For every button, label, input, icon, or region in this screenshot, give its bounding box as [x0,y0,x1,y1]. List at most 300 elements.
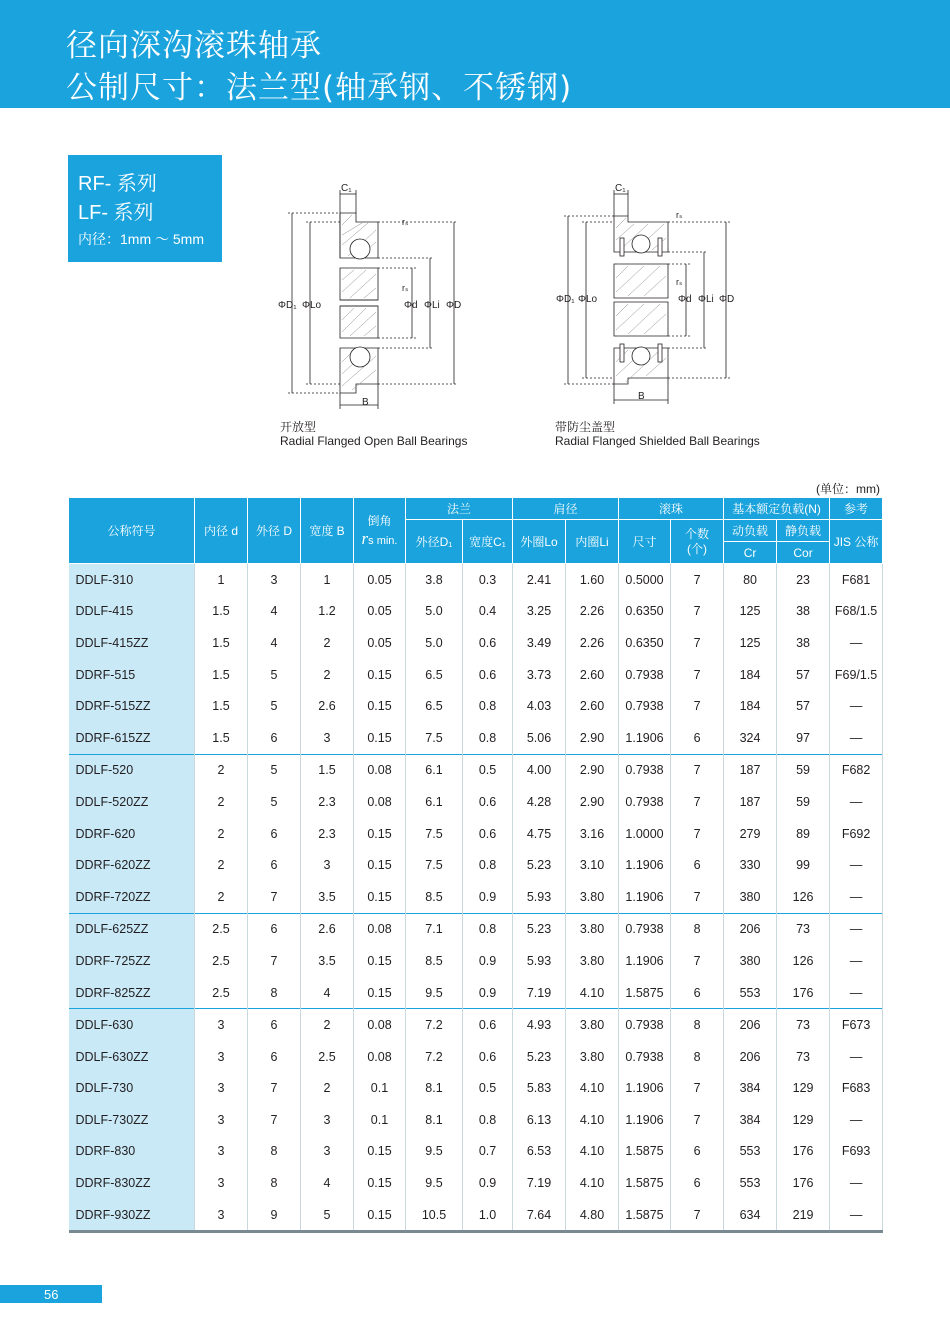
value-cell: 1.1906 [619,849,671,881]
value-cell: 0.5 [463,754,513,786]
open-bearing-drawing [278,180,478,415]
value-cell: 7.5 [406,849,463,881]
label-D: ΦD [719,294,735,305]
model-cell: DDLF-630 [69,1009,195,1041]
diagram-open-bearing [278,180,478,415]
value-cell: 10.5 [406,1199,463,1232]
value-cell: 634 [724,1199,777,1232]
label-rs-top: rₛ [402,217,409,227]
col-width-b: 宽度 B [301,498,354,564]
value-cell: 0.9 [463,1167,513,1199]
value-cell: 279 [724,818,777,850]
value-cell: 4.10 [566,1104,619,1136]
value-cell: 0.8 [463,1104,513,1136]
value-cell: 2.60 [566,690,619,722]
value-cell: 5 [248,754,301,786]
value-cell: — [830,1104,883,1136]
value-cell: 3 [301,722,354,754]
value-cell: 206 [724,913,777,945]
value-cell: 7 [671,1073,724,1105]
value-cell: 5 [248,690,301,722]
value-cell: 4.28 [513,786,566,818]
col-jis: JIS 公称 [830,520,883,564]
value-cell: 7 [671,881,724,913]
chamfer-r-symbol: r [361,529,369,548]
model-cell: DDRF-720ZZ [69,881,195,913]
value-cell: 0.15 [354,881,406,913]
col-flange-c1: 宽度C₁ [463,520,513,564]
value-cell: 3.80 [566,1009,619,1041]
value-cell: 3 [195,1167,248,1199]
model-cell: DDLF-520ZZ [69,786,195,818]
value-cell: 2 [195,786,248,818]
series-rf: RF- 系列 [78,173,157,195]
model-cell: DDRF-615ZZ [69,722,195,754]
value-cell: 5.23 [513,913,566,945]
value-cell: 553 [724,1136,777,1168]
value-cell: 7 [671,659,724,691]
label-rs-mid: rₛ [402,283,409,293]
table-row [69,659,883,691]
value-cell: 7 [671,945,724,977]
label-li: ΦLi [424,300,440,311]
value-cell: 7 [671,818,724,850]
value-cell: 129 [777,1073,830,1105]
value-cell: 99 [777,849,830,881]
value-cell: 6 [671,977,724,1009]
model-cell: DDLF-415 [69,596,195,628]
value-cell: 176 [777,977,830,1009]
value-cell: 6 [671,1167,724,1199]
model-cell: DDRF-930ZZ [69,1199,195,1232]
table-row [69,754,883,786]
table-row [69,1073,883,1105]
value-cell: 2.90 [566,754,619,786]
value-cell: 0.15 [354,1136,406,1168]
model-cell: DDLF-310 [69,564,195,596]
value-cell: 4.10 [566,1073,619,1105]
value-cell: 0.08 [354,754,406,786]
value-cell: 3.49 [513,627,566,659]
value-cell: 4.10 [566,977,619,1009]
model-cell: DDRF-830ZZ [69,1167,195,1199]
table-row [69,627,883,659]
value-cell: 330 [724,849,777,881]
value-cell: 7 [671,754,724,786]
value-cell: 384 [724,1073,777,1105]
value-cell: 0.1 [354,1073,406,1105]
value-cell: 8.5 [406,945,463,977]
value-cell: 8 [671,1009,724,1041]
model-cell: DDLF-625ZZ [69,913,195,945]
value-cell: F69/1.5 [830,659,883,691]
value-cell: 3 [248,564,301,596]
value-cell: 2.5 [195,945,248,977]
value-cell: 7 [671,1104,724,1136]
value-cell: 7 [248,881,301,913]
label-li: ΦLi [698,294,714,305]
value-cell: 1.1906 [619,1073,671,1105]
value-cell: 3.80 [566,945,619,977]
value-cell: 8 [671,913,724,945]
value-cell: 0.15 [354,818,406,850]
value-cell: 384 [724,1104,777,1136]
value-cell: 9 [248,1199,301,1232]
value-cell: 1.1906 [619,881,671,913]
value-cell: 0.7938 [619,786,671,818]
table-row [69,1167,883,1199]
value-cell: 3.80 [566,913,619,945]
col-outer-d: 外径 D [248,498,301,564]
value-cell: 59 [777,786,830,818]
series-bore-range: 内径：1mm ～ 5mm [78,231,204,247]
value-cell: 129 [777,1104,830,1136]
value-cell: 126 [777,945,830,977]
value-cell: 5.06 [513,722,566,754]
value-cell: — [830,690,883,722]
model-cell: DDLF-415ZZ [69,627,195,659]
value-cell: 0.15 [354,722,406,754]
value-cell: 0.1 [354,1104,406,1136]
table-row [69,818,883,850]
label-lo: ΦLo [578,294,598,305]
value-cell: 2 [195,881,248,913]
value-cell: 5.0 [406,596,463,628]
value-cell: 2.41 [513,564,566,596]
value-cell: 23 [777,564,830,596]
value-cell: 3.73 [513,659,566,691]
value-cell: 2 [301,1073,354,1105]
value-cell: 2 [301,659,354,691]
value-cell: 5 [301,1199,354,1232]
value-cell: 184 [724,690,777,722]
table-row [69,913,883,945]
value-cell: 0.8 [463,722,513,754]
value-cell: 2 [195,849,248,881]
model-cell: DDRF-830 [69,1136,195,1168]
label-rs-top: rₛ [676,210,683,220]
value-cell: 2.90 [566,786,619,818]
value-cell: 5.93 [513,881,566,913]
value-cell: 187 [724,786,777,818]
col-inner-d: 内径 d [195,498,248,564]
model-cell: DDLF-730 [69,1073,195,1105]
value-cell: 0.08 [354,1009,406,1041]
page-subtitle: 公制尺寸：法兰型(轴承钢、不锈钢) [66,70,573,106]
label-rs-mid: rₛ [676,277,683,287]
value-cell: 6 [671,722,724,754]
value-cell: 187 [724,754,777,786]
value-cell: 0.6 [463,1009,513,1041]
value-cell: 7.64 [513,1199,566,1232]
value-cell: 0.6 [463,786,513,818]
value-cell: 1.1906 [619,722,671,754]
value-cell: 4.03 [513,690,566,722]
value-cell: F692 [830,818,883,850]
value-cell: 4.80 [566,1199,619,1232]
value-cell: 324 [724,722,777,754]
value-cell: 1.0 [463,1199,513,1232]
value-cell: 2 [301,1009,354,1041]
value-cell: 6.13 [513,1104,566,1136]
value-cell: 0.9 [463,945,513,977]
table-body [69,564,883,1232]
value-cell: 57 [777,659,830,691]
col-cr: Cr [724,542,777,564]
col-ball: 滚珠 [619,498,724,520]
value-cell: 7 [671,1199,724,1232]
value-cell: 8.1 [406,1073,463,1105]
value-cell: F693 [830,1136,883,1168]
value-cell: 2.26 [566,627,619,659]
label-c1: C₁ [615,183,626,194]
value-cell: 3 [195,1199,248,1232]
value-cell: 8 [248,1136,301,1168]
col-model: 公称符号 [69,498,195,564]
table-row [69,690,883,722]
col-chamfer [354,498,406,564]
table-row [69,977,883,1009]
value-cell: — [830,722,883,754]
value-cell: 4.93 [513,1009,566,1041]
value-cell: 9.5 [406,977,463,1009]
value-cell: 6.5 [406,659,463,691]
value-cell: 0.05 [354,564,406,596]
value-cell: 0.6 [463,1041,513,1073]
value-cell: 1.5875 [619,1167,671,1199]
label-D: ΦD [446,300,462,311]
value-cell: 1.5 [301,754,354,786]
value-cell: 8 [248,977,301,1009]
value-cell: 3.8 [406,564,463,596]
label-d: Φd [404,300,418,311]
value-cell: 380 [724,945,777,977]
value-cell: 1.5875 [619,977,671,1009]
value-cell: 3 [195,1136,248,1168]
value-cell: 0.4 [463,596,513,628]
table-row [69,1104,883,1136]
value-cell: 0.6350 [619,596,671,628]
value-cell: 5 [248,659,301,691]
value-cell: 2.90 [566,722,619,754]
value-cell: 80 [724,564,777,596]
chamfer-min-label: s min. [368,535,398,547]
value-cell: 3 [195,1104,248,1136]
value-cell: 3 [301,1104,354,1136]
value-cell: 5.83 [513,1073,566,1105]
value-cell: 2.3 [301,786,354,818]
value-cell: 6 [248,1009,301,1041]
value-cell: — [830,881,883,913]
label-d1: ΦD₁ [278,300,297,311]
value-cell: 0.7938 [619,1041,671,1073]
value-cell: 553 [724,977,777,1009]
value-cell: 125 [724,627,777,659]
value-cell: 0.5000 [619,564,671,596]
model-cell: DDRF-620 [69,818,195,850]
model-cell: DDRF-515 [69,659,195,691]
table-row [69,596,883,628]
table-row [69,1041,883,1073]
label-b: B [362,397,369,408]
value-cell: 1.5 [195,659,248,691]
value-cell: — [830,1041,883,1073]
value-cell: 3 [195,1009,248,1041]
col-shoulder: 肩径 [513,498,619,520]
value-cell: 0.7 [463,1136,513,1168]
value-cell: 0.15 [354,977,406,1009]
value-cell: 6 [248,818,301,850]
value-cell: 1.1906 [619,945,671,977]
value-cell: 0.05 [354,596,406,628]
value-cell: F682 [830,754,883,786]
col-shoulder-li: 内圈Li [566,520,619,564]
value-cell: 4 [301,1167,354,1199]
value-cell: 7 [671,690,724,722]
table-row [69,722,883,754]
value-cell: 2 [195,818,248,850]
value-cell: 5 [248,786,301,818]
value-cell: 553 [724,1167,777,1199]
value-cell: 6 [248,849,301,881]
value-cell: 4.75 [513,818,566,850]
table-row [69,1199,883,1232]
model-cell: DDRF-620ZZ [69,849,195,881]
value-cell: 2.6 [301,690,354,722]
value-cell: 1.0000 [619,818,671,850]
chamfer-label: 倒角 [367,514,392,528]
value-cell: 3.10 [566,849,619,881]
value-cell: 380 [724,881,777,913]
value-cell: 4 [301,977,354,1009]
label-c1: C₁ [341,183,352,194]
value-cell: 97 [777,722,830,754]
value-cell: — [830,786,883,818]
table-row [69,564,883,596]
caption-open-en: Radial Flanged Open Ball Bearings [280,434,468,448]
value-cell: 9.5 [406,1167,463,1199]
value-cell: 176 [777,1167,830,1199]
value-cell: 0.15 [354,1167,406,1199]
value-cell: 184 [724,659,777,691]
value-cell: 7 [671,786,724,818]
value-cell: 0.9 [463,977,513,1009]
value-cell: 6 [248,722,301,754]
value-cell: 7 [671,627,724,659]
value-cell: F683 [830,1073,883,1105]
value-cell: 0.9 [463,881,513,913]
value-cell: 0.7938 [619,754,671,786]
unit-label: (单位：mm) [816,482,880,496]
value-cell: 8.5 [406,881,463,913]
value-cell: 2.6 [301,913,354,945]
value-cell: 38 [777,596,830,628]
value-cell: 2.5 [195,913,248,945]
value-cell: 0.8 [463,690,513,722]
value-cell: 0.15 [354,945,406,977]
value-cell: 73 [777,913,830,945]
value-cell: 7.5 [406,818,463,850]
value-cell: 5.93 [513,945,566,977]
value-cell: 6 [248,913,301,945]
model-cell: DDRF-825ZZ [69,977,195,1009]
page-title: 径向深沟滚珠轴承 [66,28,322,64]
value-cell: 8 [671,1041,724,1073]
page-number: 56 [44,1287,59,1302]
value-cell: 4 [248,627,301,659]
value-cell: 0.15 [354,849,406,881]
value-cell: 2.5 [195,977,248,1009]
value-cell: 7.1 [406,913,463,945]
table-row [69,1136,883,1168]
value-cell: 3 [195,1073,248,1105]
value-cell: 0.05 [354,627,406,659]
value-cell: 89 [777,818,830,850]
table-row [69,849,883,881]
value-cell: 59 [777,754,830,786]
value-cell: 7 [248,1073,301,1105]
value-cell: — [830,627,883,659]
value-cell: 4.10 [566,1167,619,1199]
value-cell: 0.15 [354,1199,406,1232]
value-cell: 57 [777,690,830,722]
value-cell: 176 [777,1136,830,1168]
value-cell: 4.10 [566,1136,619,1168]
series-lf: LF- 系列 [78,202,154,224]
caption-shielded-cn: 带防尘盖型 [555,420,616,434]
value-cell: 0.6 [463,659,513,691]
value-cell: 1 [301,564,354,596]
table-row [69,945,883,977]
value-cell: 38 [777,627,830,659]
value-cell: 5.0 [406,627,463,659]
value-cell: 1.5875 [619,1136,671,1168]
value-cell: F673 [830,1009,883,1041]
model-cell: DDRF-725ZZ [69,945,195,977]
value-cell: 6 [248,1041,301,1073]
value-cell: 7.19 [513,1167,566,1199]
value-cell: 7 [248,1104,301,1136]
value-cell: 206 [724,1009,777,1041]
value-cell: 2 [301,627,354,659]
value-cell: 0.15 [354,659,406,691]
value-cell: 6.5 [406,690,463,722]
value-cell: 3 [301,1136,354,1168]
value-cell: 3.16 [566,818,619,850]
series-box [68,155,222,262]
value-cell: 1.5 [195,627,248,659]
value-cell: 1.1906 [619,1104,671,1136]
value-cell: 3 [301,849,354,881]
value-cell: F681 [830,564,883,596]
value-cell: 3.80 [566,1041,619,1073]
value-cell: 0.08 [354,913,406,945]
page-header [0,0,950,108]
value-cell: 1.60 [566,564,619,596]
model-cell: DDLF-630ZZ [69,1041,195,1073]
value-cell: — [830,1167,883,1199]
value-cell: 7.2 [406,1041,463,1073]
bearing-spec-table [68,497,883,1233]
value-cell: 2.3 [301,818,354,850]
value-cell: 0.7938 [619,913,671,945]
value-cell: 0.6350 [619,627,671,659]
value-cell: 3.25 [513,596,566,628]
value-cell: 126 [777,881,830,913]
model-cell: DDRF-515ZZ [69,690,195,722]
value-cell: 6.53 [513,1136,566,1168]
value-cell: 3 [195,1041,248,1073]
